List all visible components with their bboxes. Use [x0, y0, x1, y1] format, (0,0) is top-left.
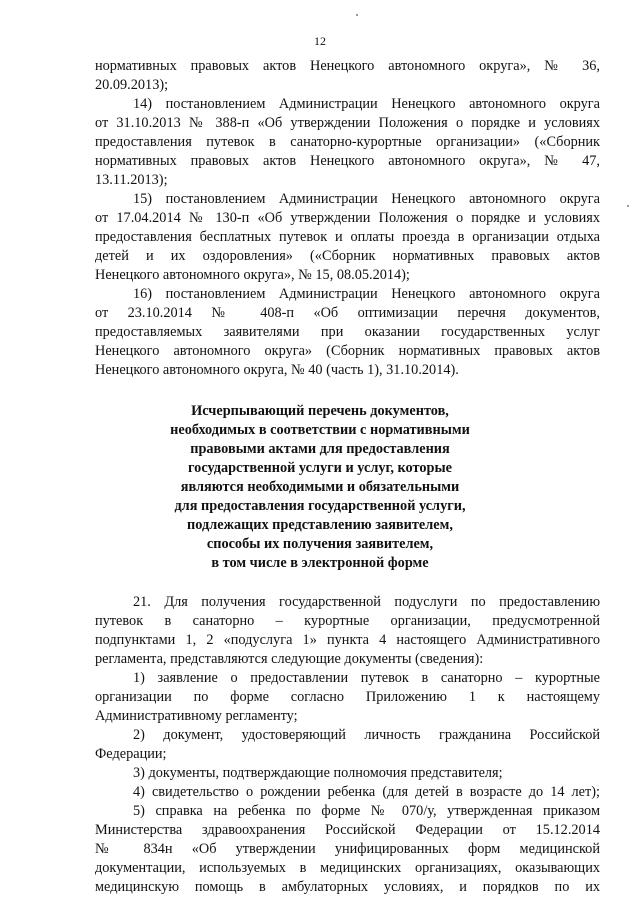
text-line: 21. Для получения государственной подуслуги по предоставлению: [133, 594, 600, 610]
section-heading-line: для предоставления государственной услуги,: [174, 498, 466, 514]
section-heading-line: являются необходимыми и обязательными: [180, 479, 460, 495]
text-line: 15) постановлением Администрации Ненецкого автономного округа: [133, 191, 600, 207]
section-heading-line: в том числе в электронной форме: [211, 555, 429, 571]
text-line: нормативных правовых актов Ненецкого автономного округа», № 47,: [95, 153, 600, 169]
text-line: от 17.04.2014 № 130-п «Об утверждении Положения о порядке и условиях: [95, 210, 600, 226]
text-line: предоставляемых заявителями при оказании государственных услуг: [95, 324, 600, 340]
text-line: предоставления путевок в санаторно-курортные организации» («Сборник: [95, 134, 600, 150]
text-line: 13.11.2013);: [95, 172, 168, 188]
text-line: 3) документы, подтверждающие полномочия представителя;: [133, 765, 503, 781]
text-line: Ненецкого автономного округа, № 40 (часть 1), 31.10.2014).: [95, 362, 459, 378]
text-line: № 834н «Об утверждении унифицированных форм медицинской: [95, 841, 600, 857]
text-line: 5) справка на ребенка по форме № 070/у, утвержденная приказом: [133, 803, 600, 819]
text-line: 4) свидетельство о рождении ребенка (для детей в возрасте до 14 лет);: [133, 784, 600, 800]
text-line: 2) документ, удостоверяющий личность гражданина Российской: [133, 727, 600, 743]
text-line: документации, используемых в медицинских организациях, оказывающих: [95, 860, 600, 876]
text-line: подпунктами 1, 2 «подуслуга 1» пункта 4 настоящего Административного: [95, 632, 600, 648]
text-line: предоставления бесплатных путевок и оплаты проезда в организации отдыха: [95, 229, 600, 245]
text-line: 1) заявление о предоставлении путевок в санаторно – курортные: [133, 670, 600, 686]
text-line: Федерации;: [95, 746, 167, 762]
text-line: детей и их оздоровления» («Сборник нормативных правовых актов: [95, 248, 600, 264]
text-line: регламента, представляются следующие документы (сведения):: [95, 651, 484, 667]
text-line: Ненецкого автономного округа» (Сборник нормативных правовых актов: [95, 343, 600, 359]
text-line: Административному регламенту;: [95, 708, 298, 724]
page-number: 12: [314, 34, 326, 48]
text-line: 14) постановлением Администрации Ненецкого автономного округа: [133, 96, 600, 112]
text-line: 16) постановлением Администрации Ненецкого автономного округа: [133, 286, 600, 302]
section-heading-line: государственной услуги и услуг, которые: [188, 460, 452, 476]
text-line: путевок в санаторно – курортные организации, предусмотренной: [95, 613, 600, 629]
text-line: 20.09.2013);: [95, 77, 169, 93]
text-line: Министерства здравоохранения Российской Федерации от 15.12.2014: [95, 822, 600, 838]
section-heading-line: подлежащих представлению заявителем,: [187, 517, 453, 533]
section-heading-line: Исчерпывающий перечень документов,: [191, 403, 449, 419]
text-line: от 23.10.2014 № 408-п «Об оптимизации перечня документов,: [95, 305, 600, 321]
text-line: организации по форме согласно Приложению 1 к настоящему: [95, 689, 600, 705]
text-line: от 31.10.2013 № 388-п «Об утверждении Положения о порядке и условиях: [95, 115, 600, 131]
section-heading-line: способы их получения заявителем,: [206, 536, 434, 552]
section-heading-line: необходимых в соответствии с нормативными: [170, 422, 470, 438]
scan-mark: [356, 14, 358, 16]
scan-mark: [627, 205, 629, 207]
text-line: нормативных правовых актов Ненецкого автономного округа», № 36,: [95, 58, 600, 74]
text-line: медицинскую помощь в амбулаторных условиях, и порядков по их: [95, 879, 600, 895]
section-heading-line: правовыми актами для предоставления: [190, 441, 450, 457]
text-line: Ненецкого автономного округа», № 15, 08.05.2014);: [95, 267, 410, 283]
